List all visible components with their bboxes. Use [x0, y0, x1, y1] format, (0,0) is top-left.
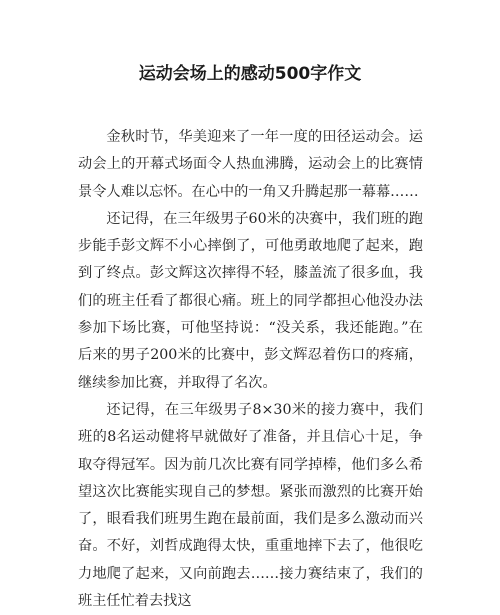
paragraph-60m-final: 还记得，在三年级男子60米的决赛中，我们班的跑步能手彭文辉不小心摔倒了，可他勇敢地爬了起来，跑到了终点。彭文辉这次摔得不轻，膝盖流了很多血，我们的班主任看了都很心痛。班上的同学都担心他没办法参加下场比赛，可他坚持说：“没关系，我还能跑。”在后来的男子200米的比赛中，彭文辉忍着伤口的疼痛，继续参加比赛，并取得了名次。: [78, 210, 423, 391]
document-body: [78, 124, 423, 615]
document-title: 运动会场上的感动500字作文: [138, 64, 362, 84]
paragraph-relay-race: 还记得，在三年级男子8×30米的接力赛中，我们班的8名运动健将早就做好了准备，并且信心十足，争取夺得冠军。因为前几次比赛有同学掉棒，他们多么希望这次比赛能实现自己的梦想。紧张而激烈的比赛开始了，眼看我们班男生跑在最前面，我们是多么激动而兴奋。不好，刘哲成跑得太快，重重地摔下去了，他很吃力地爬了起来，又向前跑去……接力赛结束了，我们的班主任忙着去找这: [78, 401, 423, 610]
paragraph-intro: 金秋时节，华美迎来了一年一度的田径运动会。运动会上的开幕式场面令人热血沸腾，运动会上的比赛情景令人难以忘怀。在心中的一角又升腾起那一幕幕……: [78, 129, 423, 200]
